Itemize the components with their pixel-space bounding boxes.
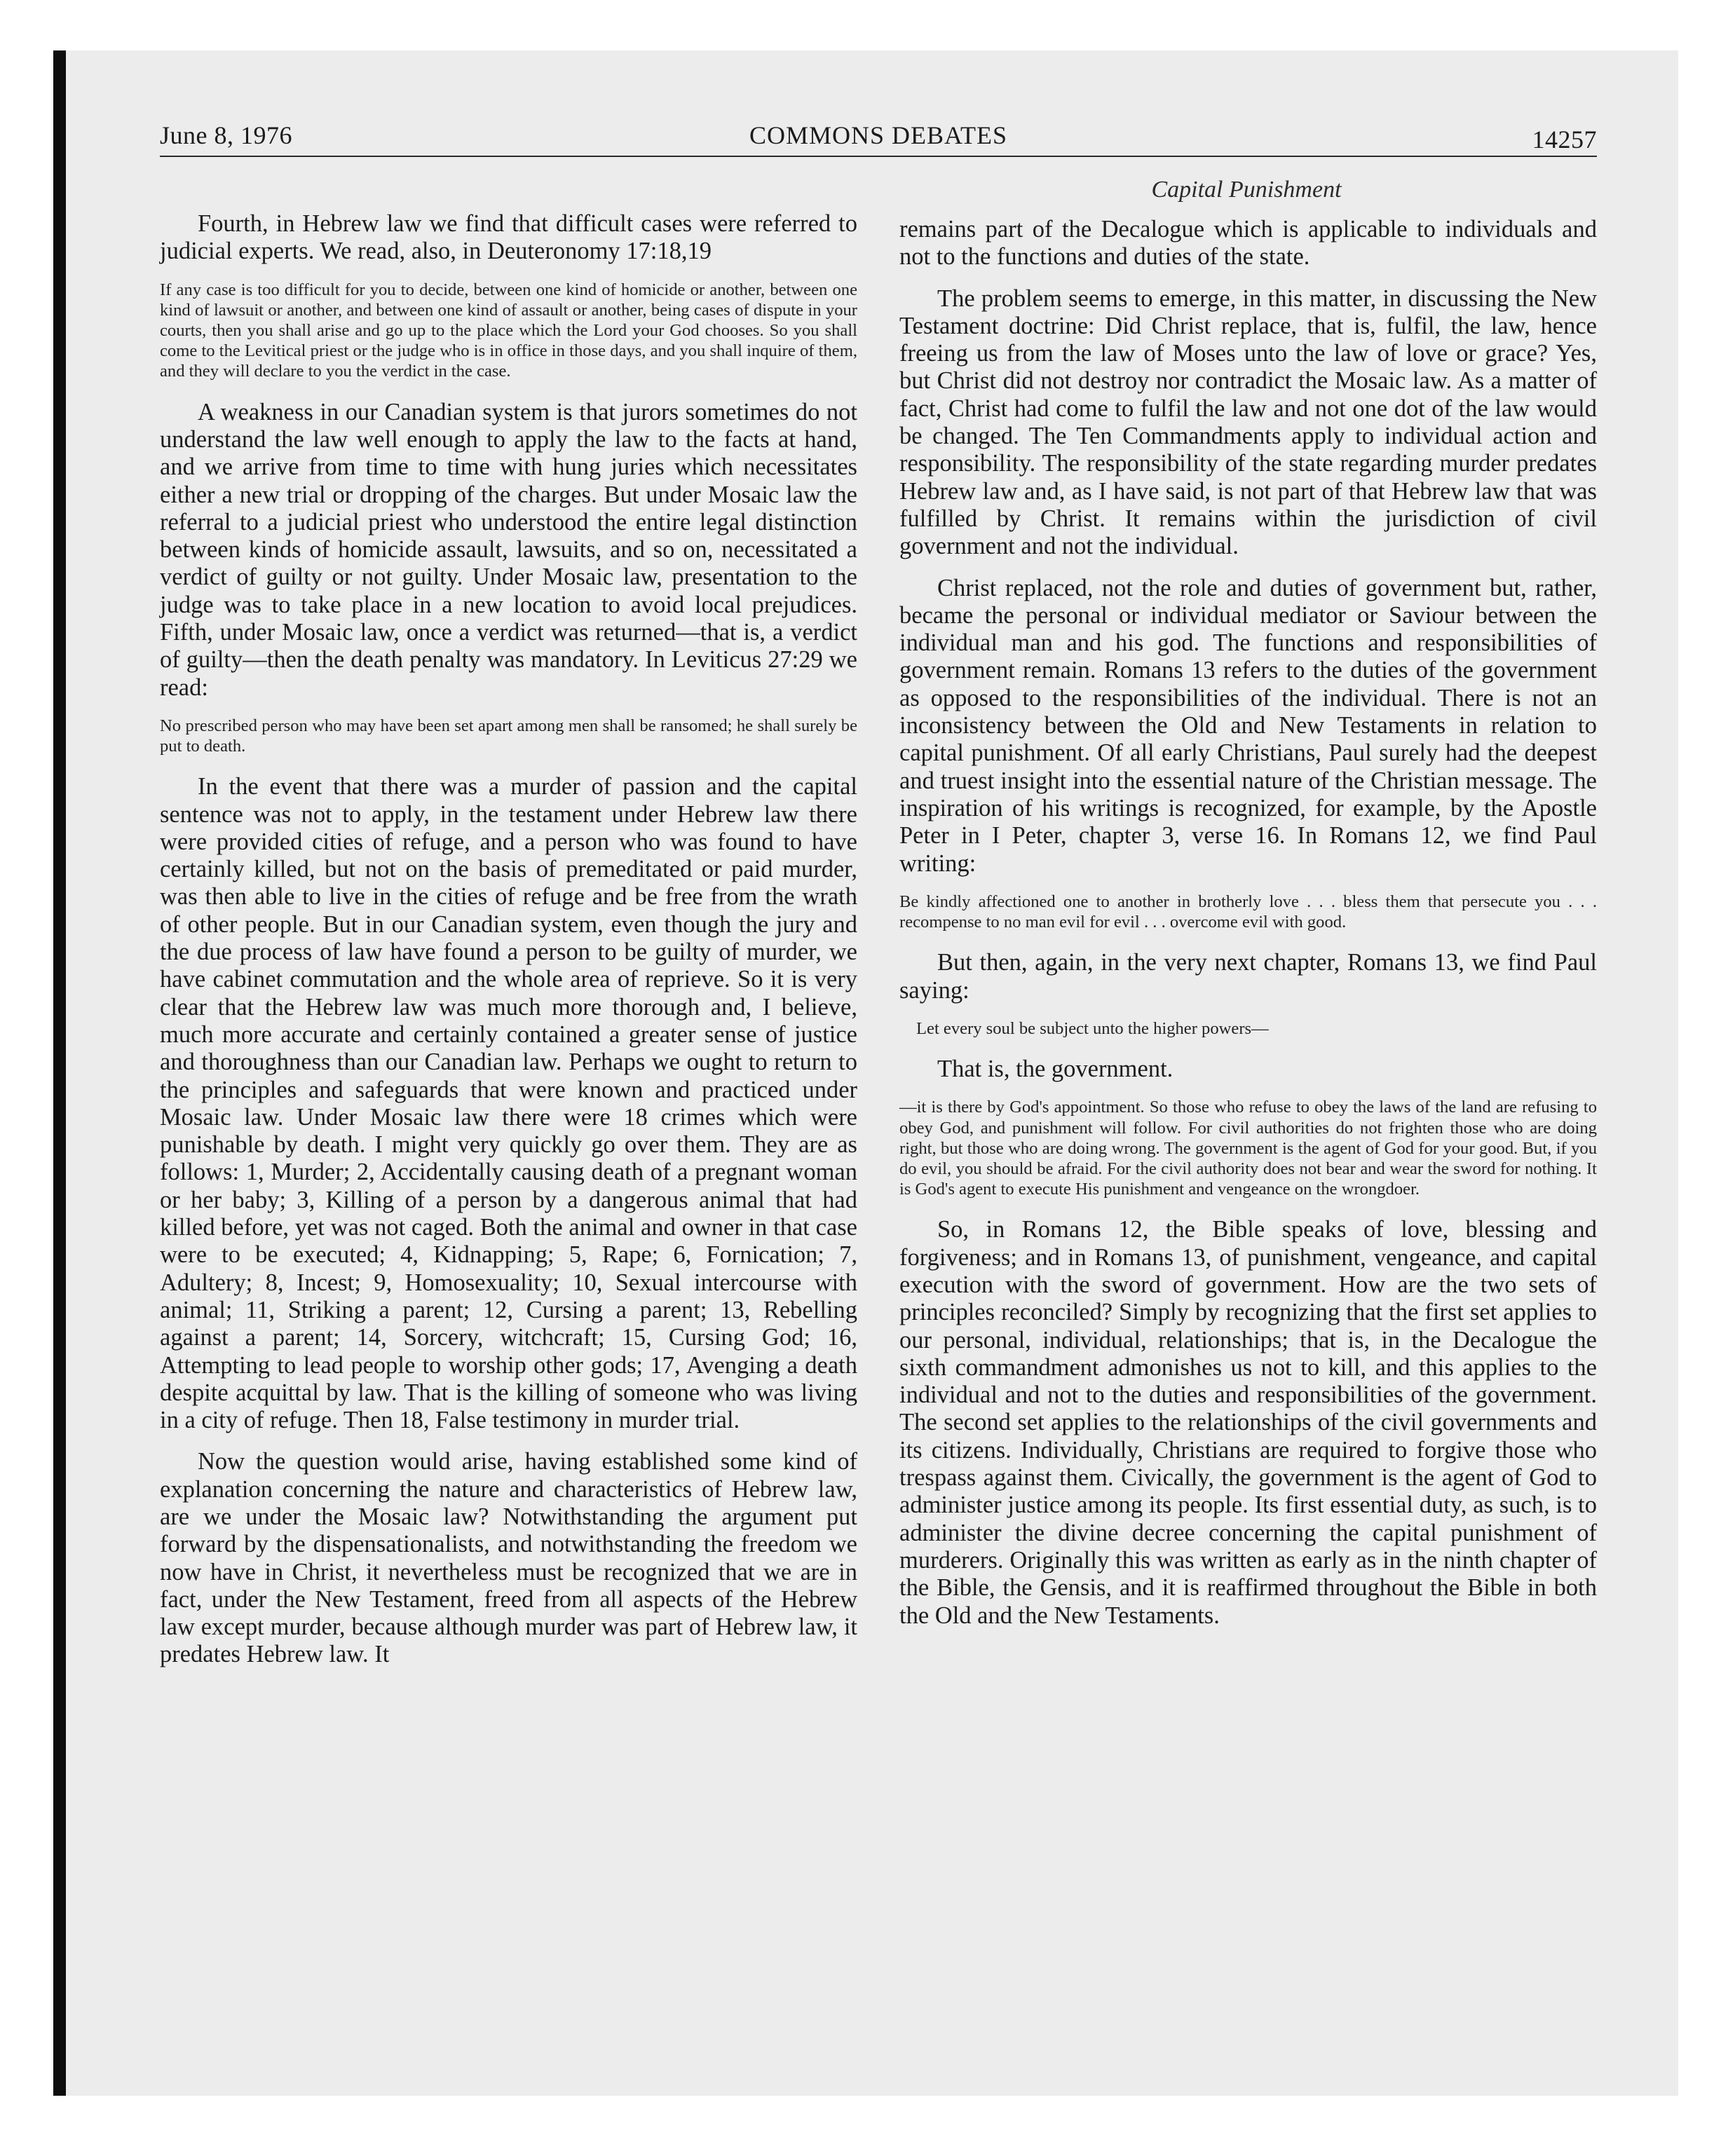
header-date: June 8, 1976: [160, 121, 292, 149]
paragraph: The problem seems to emerge, in this matter, in discussing the New Testament doctrine: Did Christ replace, that is, fulfil, the law, hence freeing us from the law of Moses unto the law of love or grace? Yes, but Christ did not destroy nor contradict the Mosaic law. As a matter of fact, Christ had come to fulfil the law and not one dot of the law would be changed. The Ten Commandments apply to individual action and responsibility. The responsibility of the state regarding murder predates Hebrew law and, as I have said, is not part of that Hebrew law that was fulfilled by Christ. It remains within the jurisdiction of civil government and not the individual.: [899, 285, 1597, 560]
page-header: [160, 121, 1597, 158]
paragraph: But then, again, in the very next chapter, Romans 13, we find Paul saying:: [899, 949, 1597, 1004]
paragraph: Now the question would arise, having established some kind of explanation concerning the nature and characteristics of Hebrew law, are we under the Mosaic law? Notwithstanding the argument put forward by the dispensationalists, and notwithstanding the freedom we now have in Christ, it nevertheless must be recognized that we are in fact, under the New Testament, freed from all aspects of the Hebrew law except murder, because although murder was part of Hebrew law, it predates Hebrew law. It: [160, 1448, 857, 1668]
scripture-quote: If any case is too difficult for you to decide, between one kind of homicide or another, between one kind of lawsuit or another, and between one kind of assault or another, being cases of dispute in your courts, then you shall arise and go up to the place which the Lord your God chooses. So you shall come to the Levitical priest or the judge who is in office in those days, and you shall inquire of them, and they will declare to you the verdict in the case.: [160, 280, 857, 381]
paragraph: Christ replaced, not the role and duties of government but, rather, became the personal or individual mediator or Saviour between the individual man and his god. The functions and responsibilities of government remain. Romans 13 refers to the duties of the government as opposed to the responsibilities of the individual. There is not an inconsistency between the Old and New Testaments in relation to capital punishment. Of all early Christians, Paul surely had the deepest and truest insight into the essential nature of the Christian message. The inspiration of his writings is recognized, for example, by the Apostle Peter in I Peter, chapter 3, verse 16. In Romans 12, we find Paul writing:: [899, 574, 1597, 877]
scripture-quote: Be kindly affectioned one to another in brotherly love . . . bless them that persecute you . . . recompense to no man evil for evil . . . overcome evil with good.: [899, 892, 1597, 932]
left-column: [160, 210, 857, 1683]
paragraph: That is, the government.: [937, 1056, 1173, 1083]
header-title: COMMONS DEBATES: [749, 121, 1008, 149]
paragraph: A weakness in our Canadian system is that jurors sometimes do not understand the law well enough to apply the law to the facts at hand, and we arrive from time to time with hung juries which necessitates either a new trial or dropping of the charges. But under Mosaic law the referral to a judicial priest who understood the entire legal distinction between kinds of homicide assault, lawsuits, and so on, necessitated a verdict of guilty or not guilty. Under Mosaic law, presentation to the judge was to take place in a new location to avoid local prejudices. Fifth, under Mosaic law, once a verdict was returned—that is, a verdict of guilty—then the death penalty was mandatory. In Leviticus 27:29 we read:: [160, 398, 857, 701]
paragraph: So, in Romans 12, the Bible speaks of love, blessing and forgiveness; and in Romans 13, of punishment, vengeance, and capital execution with the sword of government. How are the two sets of principles reconciled? Simply by recognizing that the first set applies to our personal, individual, relationships; that is, in the Decalogue the sixth commandment admonishes us not to kill, and this applies to the individual and not to the duties and responsibilities of the government. The second set applies to the relationships of the civil governments and its citizens. Individually, Christians are required to forgive those who trespass against them. Civically, the government is the agent of God to administer justice among its people. Its first essential duty, as such, is to administer the divine decree concerning the capital punishment of murderers. Originally this was written as early as in the ninth chapter of the Bible, the Gensis, and it is reaffirmed throughout the Bible in both the Old and the New Testaments.: [899, 1216, 1597, 1629]
section-title: Capital Punishment: [1151, 177, 1342, 203]
scan-edge-bar: [53, 50, 66, 2096]
right-column: [899, 216, 1597, 1644]
scripture-quote: Let every soul be subject unto the higher powers—: [916, 1018, 1269, 1038]
paragraph: remains part of the Decalogue which is applicable to individuals and not to the functions and duties of the state.: [899, 216, 1597, 271]
paragraph: Fourth, in Hebrew law we find that difficult cases were referred to judicial experts. We read, also, in Deuteronomy 17:18,19: [160, 210, 857, 265]
header-page-number: 14257: [1532, 125, 1597, 153]
header-rule: [160, 156, 1597, 157]
scripture-quote: —it is there by God's appointment. So those who refuse to obey the laws of the land are refusing to obey God, and punishment will follow. For civil authorities do not frighten those who are doing right, but those who are doing wrong. The government is the agent of God for your good. But, if you do evil, you should be afraid. For the civil authority does not bear and wear the sword for nothing. It is God's agent to execute His punishment and vengeance on the wrongdoer.: [899, 1098, 1597, 1199]
paragraph: In the event that there was a murder of passion and the capital sentence was not to apply, in the testament under Hebrew law there were provided cities of refuge, and a person who was found to have certainly killed, but not on the basis of premeditated or paid murder, was then able to live in the cities of refuge and be free from the wrath of other people. But in our Canadian system, even though the jury and the due process of law have found a person to be guilty of murder, we have cabinet commutation and the whole area of reprieve. So it is very clear that the Hebrew law was much more thorough and, I believe, much more accurate and certainly contained a greater sense of justice and thoroughness than our Canadian law. Perhaps we ought to return to the principles and safeguards that were known and practiced under Mosaic law. Under Mosaic law there were 18 crimes which were punishable by death. I might very quickly go over them. They are as follows: 1, Murder; 2, Accidentally causing death of a pregnant woman or her baby; 3, Killing of a person by a dangerous animal that had killed before, yet was not caged. Both the animal and owner in that case were to be executed; 4, Kidnapping; 5, Rape; 6, Fornication; 7, Adultery; 8, Incest; 9, Homosexuality; 10, Sexual intercourse with animal; 11, Striking a parent; 12, Cursing a parent; 13, Rebelling against a parent; 14, Sorcery, witchcraft; 15, Cursing God; 16, Attempting to lead people to worship other gods; 17, Avenging a death despite acquittal by law. That is the killing of someone who was living in a city of refuge. Then 18, False testimony in murder trial.: [160, 773, 857, 1434]
scripture-quote: No prescribed person who may have been set apart among men shall be ransomed; he shall surely be put to death.: [160, 716, 857, 756]
